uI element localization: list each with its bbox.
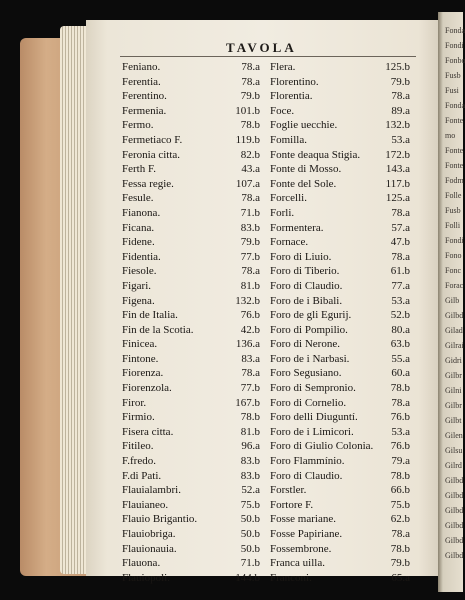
facing-fragment: Fonte: [445, 116, 464, 125]
entry-ref: 76.b: [390, 440, 410, 453]
index-entry: [122, 396, 260, 411]
entry-name: Foro delli Diuguntí.: [270, 411, 358, 424]
entry-ref: 42.b: [240, 323, 260, 336]
entry-name: Franca uilla.: [270, 557, 325, 570]
entry-name: Florentino.: [270, 75, 319, 88]
entry-name: Flauionauia.: [122, 542, 177, 555]
index-entry: [122, 308, 260, 323]
index-entry: [122, 498, 260, 513]
entry-ref: 77.b: [240, 250, 260, 263]
facing-fragment: Fonbo: [445, 56, 465, 65]
index-entry: [270, 498, 410, 513]
entry-name: Fosse mariane.: [270, 513, 336, 526]
facing-fragment: Gilbt: [445, 416, 462, 425]
index-entry: [270, 439, 410, 454]
index-entry: [122, 556, 260, 571]
index-entry: [270, 527, 410, 542]
facing-fragment: Gilb: [445, 296, 460, 305]
index-entry: [270, 279, 410, 294]
entry-ref: 50.b: [240, 513, 260, 526]
entry-name: Ferentino.: [122, 90, 167, 103]
index-entry: [270, 308, 410, 323]
facing-fragment: Fonc: [445, 266, 461, 275]
entry-ref: 53.a: [391, 294, 410, 307]
facing-fragment: Fonda: [445, 26, 465, 35]
facing-page: [438, 12, 463, 592]
entry-ref: 52.b: [390, 309, 410, 322]
index-entry: [270, 483, 410, 498]
entry-ref: 83.b: [240, 455, 260, 468]
entry-name: Fonte di Mosso.: [270, 163, 342, 176]
entry-name: Fianona.: [122, 206, 161, 219]
facing-fragment: Gilrd: [445, 461, 462, 470]
entry-name: Figena.: [122, 294, 155, 307]
entry-ref: 63.b: [390, 338, 410, 351]
entry-ref: 83.b: [240, 221, 260, 234]
entry-ref: 83.a: [241, 352, 260, 365]
index-entry: [122, 75, 260, 90]
facing-fragment: Gilbd: [445, 551, 464, 560]
facing-fragment: Gilrai: [445, 341, 464, 350]
entry-name: Fomilla.: [270, 133, 307, 146]
entry-ref: 144.b: [235, 571, 260, 584]
entry-ref: 143.a: [385, 163, 410, 176]
entry-ref: 79.b: [240, 236, 260, 249]
entry-name: Feronia citta.: [122, 148, 181, 161]
entry-ref: 77.b: [240, 382, 260, 395]
entry-ref: 78.b: [390, 382, 410, 395]
entry-name: Fermo.: [122, 119, 154, 132]
entry-name: Fermenia.: [122, 104, 167, 117]
entry-ref: 81.b: [240, 279, 260, 292]
index-entry: [270, 148, 410, 163]
entry-ref: 71.b: [240, 206, 260, 219]
entry-name: Foglie uecchie.: [270, 119, 338, 132]
entry-ref: 43.a: [241, 163, 260, 176]
entry-name: Fossembrone.: [270, 542, 332, 555]
index-entry: [122, 177, 260, 192]
entry-ref: 82.b: [240, 148, 260, 161]
index-entry: [122, 60, 260, 75]
entry-ref: 78.b: [390, 469, 410, 482]
index-entry: [270, 177, 410, 192]
entry-ref: 96.a: [241, 440, 260, 453]
facing-fragment: Gilbd: [445, 476, 464, 485]
entry-ref: 119.b: [235, 133, 260, 146]
entry-ref: 132.b: [235, 294, 260, 307]
index-entry: [270, 512, 410, 527]
entry-ref: 71.b: [240, 557, 260, 570]
index-entry: [270, 89, 410, 104]
entry-ref: 79.b: [390, 75, 410, 88]
entry-name: Flauiopoli.: [122, 571, 170, 584]
entry-ref: 78.a: [391, 250, 410, 263]
facing-fragment: Fondi: [445, 41, 464, 50]
facing-fragment: Gilbd: [445, 491, 464, 500]
facing-fragment: Fusb: [445, 71, 461, 80]
index-entry: [270, 425, 410, 440]
index-entry: [122, 294, 260, 309]
index-entry: [270, 235, 410, 250]
index-entry: [270, 118, 410, 133]
facing-fragment: Fonda: [445, 101, 465, 110]
entry-ref: 78.a: [391, 90, 410, 103]
facing-fragment: Gilbd: [445, 521, 464, 530]
entry-ref: 78.a: [241, 265, 260, 278]
entry-name: Flauona.: [122, 557, 161, 570]
entry-name: Ferentia.: [122, 75, 161, 88]
entry-ref: 167.b: [235, 396, 260, 409]
entry-ref: 78.a: [391, 528, 410, 540]
index-entry: [270, 206, 410, 221]
index-entry: [270, 454, 410, 469]
entry-ref: 172.b: [385, 148, 410, 161]
entry-ref: 78.b: [240, 411, 260, 424]
entry-ref: 125.a: [385, 192, 410, 205]
entry-ref: 78.b: [390, 542, 410, 555]
entry-name: Fosse Papiriane.: [270, 528, 343, 540]
entry-ref: 78.a: [241, 75, 260, 88]
entry-name: Finicea.: [122, 338, 158, 351]
entry-ref: 136.a: [235, 338, 260, 351]
entry-ref: 60.a: [391, 367, 410, 380]
entry-ref: 132.b: [385, 119, 410, 132]
entry-ref: 117.b: [385, 177, 410, 190]
facing-fragment: Gilbr: [445, 401, 462, 410]
entry-ref: 75.b: [390, 498, 410, 511]
entry-name: Fessa regie.: [122, 177, 174, 190]
entry-name: Fortore F.: [270, 498, 314, 511]
entry-name: Fiorenzola.: [122, 382, 172, 395]
facing-fragment: Folli: [445, 221, 461, 230]
index-column-right: [270, 60, 410, 585]
index-entry: [270, 542, 410, 557]
index-entry: [270, 294, 410, 309]
page-title: TAVOLA: [226, 40, 297, 55]
facing-fragment: Fonte: [445, 161, 464, 170]
entry-name: Forli.: [270, 206, 295, 219]
index-entry: [122, 221, 260, 236]
entry-name: Foro di Pompilio.: [270, 323, 348, 336]
entry-name: Foro di Tiberio.: [270, 265, 340, 278]
entry-name: Fidene.: [122, 236, 155, 249]
facing-fragment: Fondi: [445, 236, 464, 245]
index-entry: [122, 89, 260, 104]
index-entry: [270, 571, 410, 586]
entry-name: Fisera citta.: [122, 425, 174, 438]
entry-ref: 53.a: [391, 133, 410, 146]
entry-name: Fonte deaqua Stigia.: [270, 148, 361, 161]
entry-ref: 55.a: [391, 352, 410, 365]
entry-name: Flauianeo.: [122, 498, 169, 511]
index-entry: [122, 162, 260, 177]
index-entry: [270, 469, 410, 484]
index-entry: [122, 323, 260, 338]
entry-name: Ferth F.: [122, 163, 156, 176]
entry-ref: 57.a: [391, 221, 410, 234]
index-entry: [122, 410, 260, 425]
facing-fragment: Gilbd: [445, 536, 464, 545]
facing-fragment: mo: [445, 131, 456, 140]
entry-ref: 76.b: [240, 309, 260, 322]
facing-fragment: Gilbd: [445, 506, 464, 515]
entry-ref: 78.a: [391, 396, 410, 409]
facing-fragment: Fonte: [445, 146, 464, 155]
index-entry: [270, 60, 410, 75]
entry-name: Foro de gli Egurij.: [270, 309, 352, 322]
entry-ref: 78.b: [240, 119, 260, 132]
index-entry: [122, 366, 260, 381]
index-entry: [122, 425, 260, 440]
facing-fragment: Fodm: [445, 176, 464, 185]
index-entry: [270, 75, 410, 90]
entry-name: Fiesole.: [122, 265, 157, 278]
entry-name: Ficana.: [122, 221, 155, 234]
index-entry: [270, 104, 410, 119]
entry-ref: 78.a: [241, 61, 260, 73]
entry-name: Flauio Brigantio.: [122, 513, 198, 526]
entry-name: Foro di Claudio.: [270, 279, 343, 292]
entry-name: F.fredo.: [122, 455, 156, 468]
entry-name: Franconi.: [270, 571, 312, 584]
entry-ref: 66.b: [390, 484, 410, 497]
entry-name: Feniano.: [122, 61, 161, 73]
index-entry: [270, 264, 410, 279]
entry-name: Fin de Italia.: [122, 309, 178, 322]
entry-ref: 80.a: [391, 323, 410, 336]
facing-fragment: Fono: [445, 251, 462, 260]
facing-fragment: Gidri: [445, 356, 462, 365]
index-entry: [122, 483, 260, 498]
entry-ref: 65.a: [391, 571, 410, 584]
index-entry: [122, 337, 260, 352]
entry-name: Formentera.: [270, 221, 324, 234]
entry-ref: 78.a: [241, 367, 260, 380]
entry-name: Fermetiaco F.: [122, 133, 183, 146]
index-entry: [122, 542, 260, 557]
entry-name: Fesule.: [122, 192, 154, 205]
entry-name: Foro Segusiano.: [270, 367, 342, 380]
entry-name: Foro di Giulio Colonia.: [270, 440, 374, 453]
index-entry: [270, 323, 410, 338]
entry-ref: 79.b: [240, 90, 260, 103]
entry-name: Flauialambri.: [122, 484, 181, 497]
index-entry: [122, 133, 260, 148]
facing-fragment: Gilsu: [445, 446, 463, 455]
index-entry: [122, 206, 260, 221]
index-entry: [270, 556, 410, 571]
index-entry: [270, 396, 410, 411]
entry-name: Fiorenza.: [122, 367, 164, 380]
index-entry: [270, 191, 410, 206]
index-entry: [270, 337, 410, 352]
facing-fragment: Fusi: [445, 86, 459, 95]
entry-ref: 125.b: [385, 61, 410, 73]
entry-name: Foro de i Narbasi.: [270, 352, 350, 365]
facing-fragment: Gilbd: [445, 311, 464, 320]
index-entry: [122, 381, 260, 396]
entry-name: F.di Pati.: [122, 469, 162, 482]
entry-name: Fonte del Sole.: [270, 177, 337, 190]
entry-name: Firmio.: [122, 411, 155, 424]
entry-ref: 62.b: [390, 513, 410, 526]
entry-ref: 77.a: [391, 279, 410, 292]
index-entry: [122, 512, 260, 527]
index-entry: [270, 352, 410, 367]
entry-name: Firor.: [122, 396, 147, 409]
entry-ref: 47.b: [390, 236, 410, 249]
entry-name: Foro di Claudio.: [270, 469, 343, 482]
index-entry: [270, 133, 410, 148]
index-entry: [122, 352, 260, 367]
entry-name: Fin de la Scotia.: [122, 323, 194, 336]
entry-ref: 76.b: [390, 411, 410, 424]
entry-name: Florentia.: [270, 90, 313, 103]
entry-name: Forstler.: [270, 484, 307, 497]
entry-name: Fintone.: [122, 352, 159, 365]
entry-name: Foro de i Bibali.: [270, 294, 343, 307]
index-entry: [122, 571, 260, 586]
index-entry: [122, 469, 260, 484]
facing-fragment: Gilbr: [445, 371, 462, 380]
facing-fragment: Folle: [445, 191, 462, 200]
entry-ref: 61.b: [390, 265, 410, 278]
entry-name: Flauiobriga.: [122, 528, 176, 540]
index-entry: [122, 191, 260, 206]
index-entry: [122, 439, 260, 454]
entry-ref: 50.b: [240, 528, 260, 540]
entry-name: Foce.: [270, 104, 295, 117]
entry-name: Foro di Sempronio.: [270, 382, 356, 395]
entry-name: Foro di Liuio.: [270, 250, 332, 263]
index-entry: [122, 148, 260, 163]
index-entry: [122, 454, 260, 469]
index-entry: [270, 250, 410, 265]
index-entry: [122, 264, 260, 279]
facing-fragment: Gilni: [445, 386, 462, 395]
entry-ref: 53.a: [391, 425, 410, 438]
entry-ref: 89.a: [391, 104, 410, 117]
entry-name: Foro di Nerone.: [270, 338, 340, 351]
index-entry: [270, 381, 410, 396]
entry-name: Figari.: [122, 279, 152, 292]
entry-ref: 52.a: [241, 484, 260, 497]
entry-ref: 50.b: [240, 542, 260, 555]
index-entry: [122, 527, 260, 542]
entry-name: Fornace.: [270, 236, 309, 249]
facing-fragment: Gilen: [445, 431, 463, 440]
entry-ref: 107.a: [235, 177, 260, 190]
index-entry: [122, 235, 260, 250]
entry-name: Foro de i Limicori.: [270, 425, 354, 438]
entry-ref: 78.a: [241, 192, 260, 205]
entry-ref: 83.b: [240, 469, 260, 482]
entry-ref: 79.a: [391, 455, 410, 468]
facing-fragment: Fusb: [445, 206, 461, 215]
index-entry: [270, 221, 410, 236]
entry-ref: 101.b: [235, 104, 260, 117]
entry-name: Foro di Cornelio.: [270, 396, 347, 409]
index-entry: [122, 250, 260, 265]
entry-name: Flera.: [270, 61, 296, 73]
entry-name: Fidentia.: [122, 250, 161, 263]
index-entry: [270, 410, 410, 425]
facing-fragment: Gilad: [445, 326, 463, 335]
index-entry: [270, 162, 410, 177]
entry-ref: 78.a: [391, 206, 410, 219]
entry-name: Forcelli.: [270, 192, 307, 205]
entry-name: Foro Flammínio.: [270, 455, 345, 468]
index-entry: [122, 118, 260, 133]
index-entry: [270, 366, 410, 381]
entry-ref: 75.b: [240, 498, 260, 511]
entry-ref: 81.b: [240, 425, 260, 438]
entry-name: Fitileo.: [122, 440, 154, 453]
entry-ref: 79.b: [390, 557, 410, 570]
index-entry: [122, 104, 260, 119]
facing-fragment: Forac: [445, 281, 464, 290]
index-column-left: [122, 60, 260, 585]
index-entry: [122, 279, 260, 294]
header-rule: [120, 56, 416, 57]
